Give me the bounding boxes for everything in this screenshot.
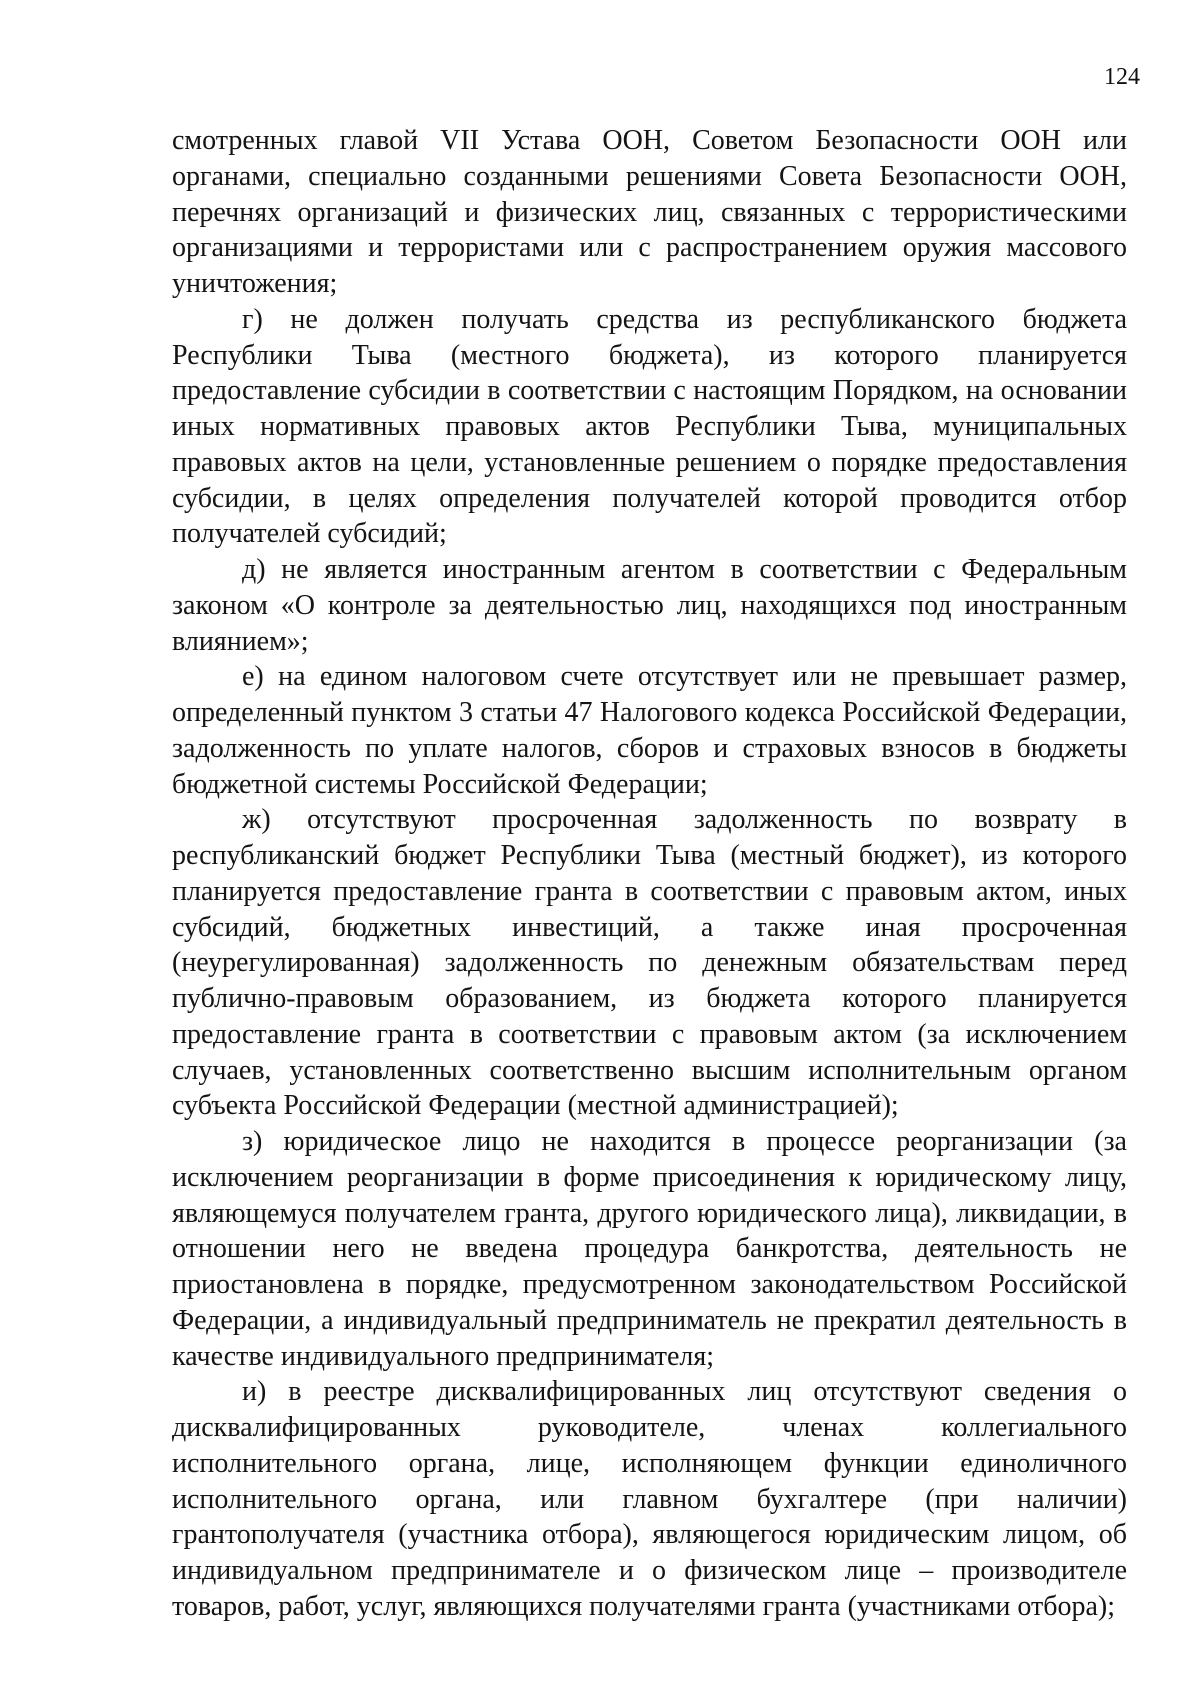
paragraph: ж) отсутствуют просроченная задолженность по возврату в республиканский бюджет Республики Тыва (местный бюджет), из которого планируется предоставление гранта в соответствии с правовым актом, иных субсидий, бюджетных инвестиций, а также иная просроченная (неурегулированная) задолженность по денежным обязательствам перед публично-правовым образованием, из бюджета которого планируется предоставление гранта в соответствии с правовым актом (за исключением случаев, установленных соответственно высшим исполнительным органом субъекта Российской Федерации (местной администрацией); bbox=[172, 804, 1127, 1122]
document-body bbox=[172, 123, 1127, 1625]
page-number: 124 bbox=[1104, 64, 1140, 90]
paragraph: е) на едином налоговом счете отсутствует или не превышает размер, определенный пунктом 3 статьи 47 Налогового кодекса Российской Федерации, задолженность по уплате налогов, сборов и страховых взносов в бюджеты бюджетной системы Российской Федерации; bbox=[172, 661, 1127, 800]
paragraph: смотренных главой VII Устава ООН, Советом Безопасности ООН или органами, специально созданными решениями Совета Безопасности ООН, перечнях организаций и физических лиц, связанных с террористическими организациями и террористами или с распространением оружия массового уничтожения; bbox=[172, 125, 1127, 299]
paragraph: з) юридическое лицо не находится в процессе реорганизации (за исключением реорганизации в форме присоединения к юридическому лицу, являющемуся получателем гранта, другого юридического лица), ликвидации, в отношении него не введена процедура банкротства, деятельность не приостановлена в порядке, предусмотренном законодательством Российской Федерации, а индивидуальный предприниматель не прекратил деятельность в качестве индивидуального предпринимателя; bbox=[172, 1126, 1127, 1372]
paragraph: и) в реестре дисквалифицированных лиц отсутствуют сведения о дисквалифицированных руководителе, членах коллегиального исполнительного органа, лице, исполняющем функции единоличного исполнительного органа, или главном бухгалтере (при наличии) грантополучателя (участника отбора), являющегося юридическим лицом, об индивидуальном предпринимателе и о физическом лице – производителе товаров, работ, услуг, являющихся получателями гранта (участниками отбора); bbox=[172, 1376, 1127, 1622]
paragraph: г) не должен получать средства из республиканского бюджета Республики Тыва (местного бюджета), из которого планируется предоставление субсидии в соответствии с настоящим Порядком, на основании иных нормативных правовых актов Республики Тыва, муниципальных правовых актов на цели, установленные решением о порядке предоставления субсидии, в целях определения получателей которой проводится отбор получателей субсидий; bbox=[172, 303, 1127, 550]
paragraph: д) не является иностранным агентом в соответствии с Федеральным законом «О контроле за деятельностью лиц, находящихся под иностранным влиянием»; bbox=[172, 554, 1127, 657]
